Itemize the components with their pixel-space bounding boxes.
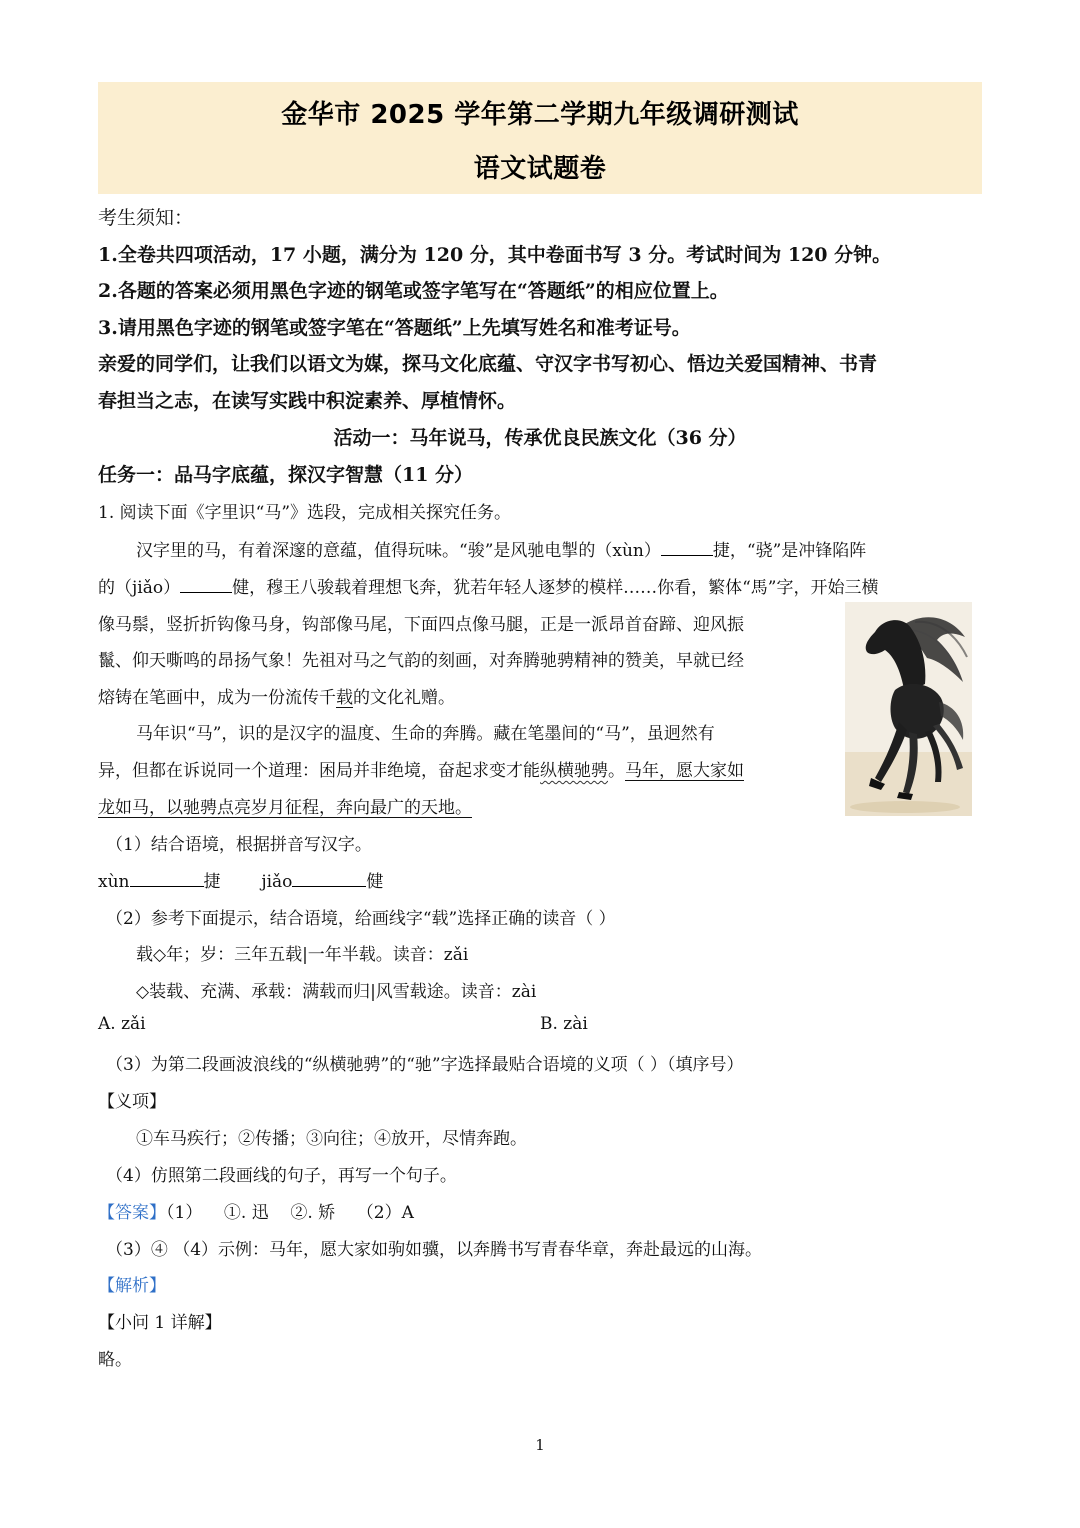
analysis-sub-label: 【小问 1 详解】 xyxy=(98,1313,222,1333)
passage-text: 捷，“骁”是冲锋陷阵 xyxy=(712,541,867,561)
sub-question-3: （3）为第二段画波浪线的“纵横驰骋”的“驰”字选择最贴合语境的义项（ ）（填序号） xyxy=(106,1055,744,1075)
answer-blank-jiao[interactable] xyxy=(292,870,366,887)
blank-xun xyxy=(661,539,713,556)
notice-item-2: 2.各题的答案必须用黑色字迹的钢笔或签字笔写在“答题纸”的相应位置上。 xyxy=(98,280,729,302)
option-b: B. zài xyxy=(540,1014,588,1034)
answer-label: 【答案】 xyxy=(98,1203,166,1223)
sub-question-2: （2）参考下面提示，结合语境，给画线字“载”选择正确的读音（ ） xyxy=(106,909,616,929)
sub-question-1: （1）结合语境，根据拼音写汉字。 xyxy=(106,835,372,855)
answer-line-2: （3）④ （4）示例：马年，愿大家如驹如骥，以奔腾书写青春华章，奔赴最远的山海。 xyxy=(106,1240,763,1260)
notice-item-1: 1.全卷共四项活动，17 小题，满分为 120 分，其中卷面书写 3 分。考试时间为 120 分钟。 xyxy=(98,244,892,266)
underlined-sentence: 龙如马，以驰骋点亮岁月征程，奔向最广的天地。 xyxy=(98,798,472,818)
horse-painting-image xyxy=(845,602,972,816)
blank-tail: 捷 xyxy=(203,872,221,892)
wavy-phrase: 纵横驰骋 xyxy=(540,761,608,781)
meanings-label: 【义项】 xyxy=(98,1092,166,1112)
underlined-sentence: 马年，愿大家如 xyxy=(625,761,744,781)
answer-line-1 xyxy=(98,1198,982,1223)
header-band xyxy=(98,82,982,194)
notice-heading: 考生须知： xyxy=(98,207,194,229)
passage-line-4: 鬣、仰天嘶鸣的昂扬气象！先祖对马之气韵的刻画，对奔腾驰骋精神的赞美，早就已经 xyxy=(98,651,744,671)
passage-line-3: 像马鬃，竖折折钩像马身，钩部像马尾，下面四点像马腿，正是一派昂首奋蹄、迎风振 xyxy=(98,615,744,635)
analysis-label: 【解析】 xyxy=(98,1276,166,1296)
analysis-content: 略。 xyxy=(98,1350,132,1370)
answer-text: （1） ①. 迅 ②. 矫 （2）A xyxy=(166,1203,414,1223)
passage-line-2 xyxy=(98,573,982,598)
hint-1: 载◇年；岁：三年五载|一年半载。读音：zǎi xyxy=(136,945,469,965)
pinyin-jiao: jiǎo xyxy=(261,872,293,892)
intro-line-2: 春担当之志，在读写实践中积淀素养、厚植情怀。 xyxy=(98,390,517,412)
sub-question-4: （4）仿照第二段画线的句子，再写一个句子。 xyxy=(106,1166,457,1186)
activity-title: 活动一：马年说马，传承优良民族文化（36 分） xyxy=(333,427,747,449)
option-a: A. zǎi xyxy=(98,1014,146,1034)
passage-line-6: 马年识“马”，识的是汉字的温度、生命的奔腾。藏在笔墨间的“马”，虽迥然有 xyxy=(136,724,715,744)
question-1-prompt: 1. 阅读下面《字里识“马”》选段，完成相关探究任务。 xyxy=(98,503,512,523)
passage-line-1 xyxy=(136,536,982,561)
meanings-list: ①车马疾行；②传播；③向往；④放开，尽情奔跑。 xyxy=(136,1129,527,1149)
intro-line-1: 亲爱的同学们，让我们以语文为媒，探马文化底蕴、守汉字书写初心、悟边关爱国精神、书青 xyxy=(98,353,878,375)
page-number: 1 xyxy=(535,1436,545,1454)
task-title: 任务一：品马字底蕴，探汉字智慧（11 分） xyxy=(98,464,474,486)
hint-2: ◇装载、充满、承载：满载而归|风雪载途。读音：zài xyxy=(136,982,537,1002)
passage-text: 。 xyxy=(608,761,625,781)
passage-text: 的文化礼赠。 xyxy=(353,688,455,708)
blank-jiao xyxy=(180,576,232,593)
notice-item-3: 3.请用黑色字迹的钢笔或签字笔在“答题纸”上先填写姓名和准考证号。 xyxy=(98,317,691,339)
passage-text: 熔铸在笔画中，成为一份流传千 xyxy=(98,688,336,708)
blank-tail: 健 xyxy=(366,872,384,892)
exam-title: 金华市 2025 学年第二学期九年级调研测试 xyxy=(281,100,799,130)
answer-blank-xun[interactable] xyxy=(130,870,204,887)
passage-text: 异，但都在诉说同一个道理：困局并非绝境，奋起求变才能 xyxy=(98,761,540,781)
exam-subtitle: 语文试题卷 xyxy=(473,154,607,184)
sub-question-1-blanks xyxy=(98,867,982,892)
passage-text: 汉字里的马，有着深邃的意蕴，值得玩味。“骏”是风驰电掣的（xùn） xyxy=(136,541,661,561)
passage-text: 健，穆王八骏载着理想飞奔，犹若年轻人逐梦的模样……你看，繁体“馬”字，开始三横 xyxy=(232,578,879,598)
underlined-zai: 载 xyxy=(336,688,353,708)
passage-text: 的（jiǎo） xyxy=(98,578,181,598)
pinyin-xun: xùn xyxy=(98,872,130,892)
